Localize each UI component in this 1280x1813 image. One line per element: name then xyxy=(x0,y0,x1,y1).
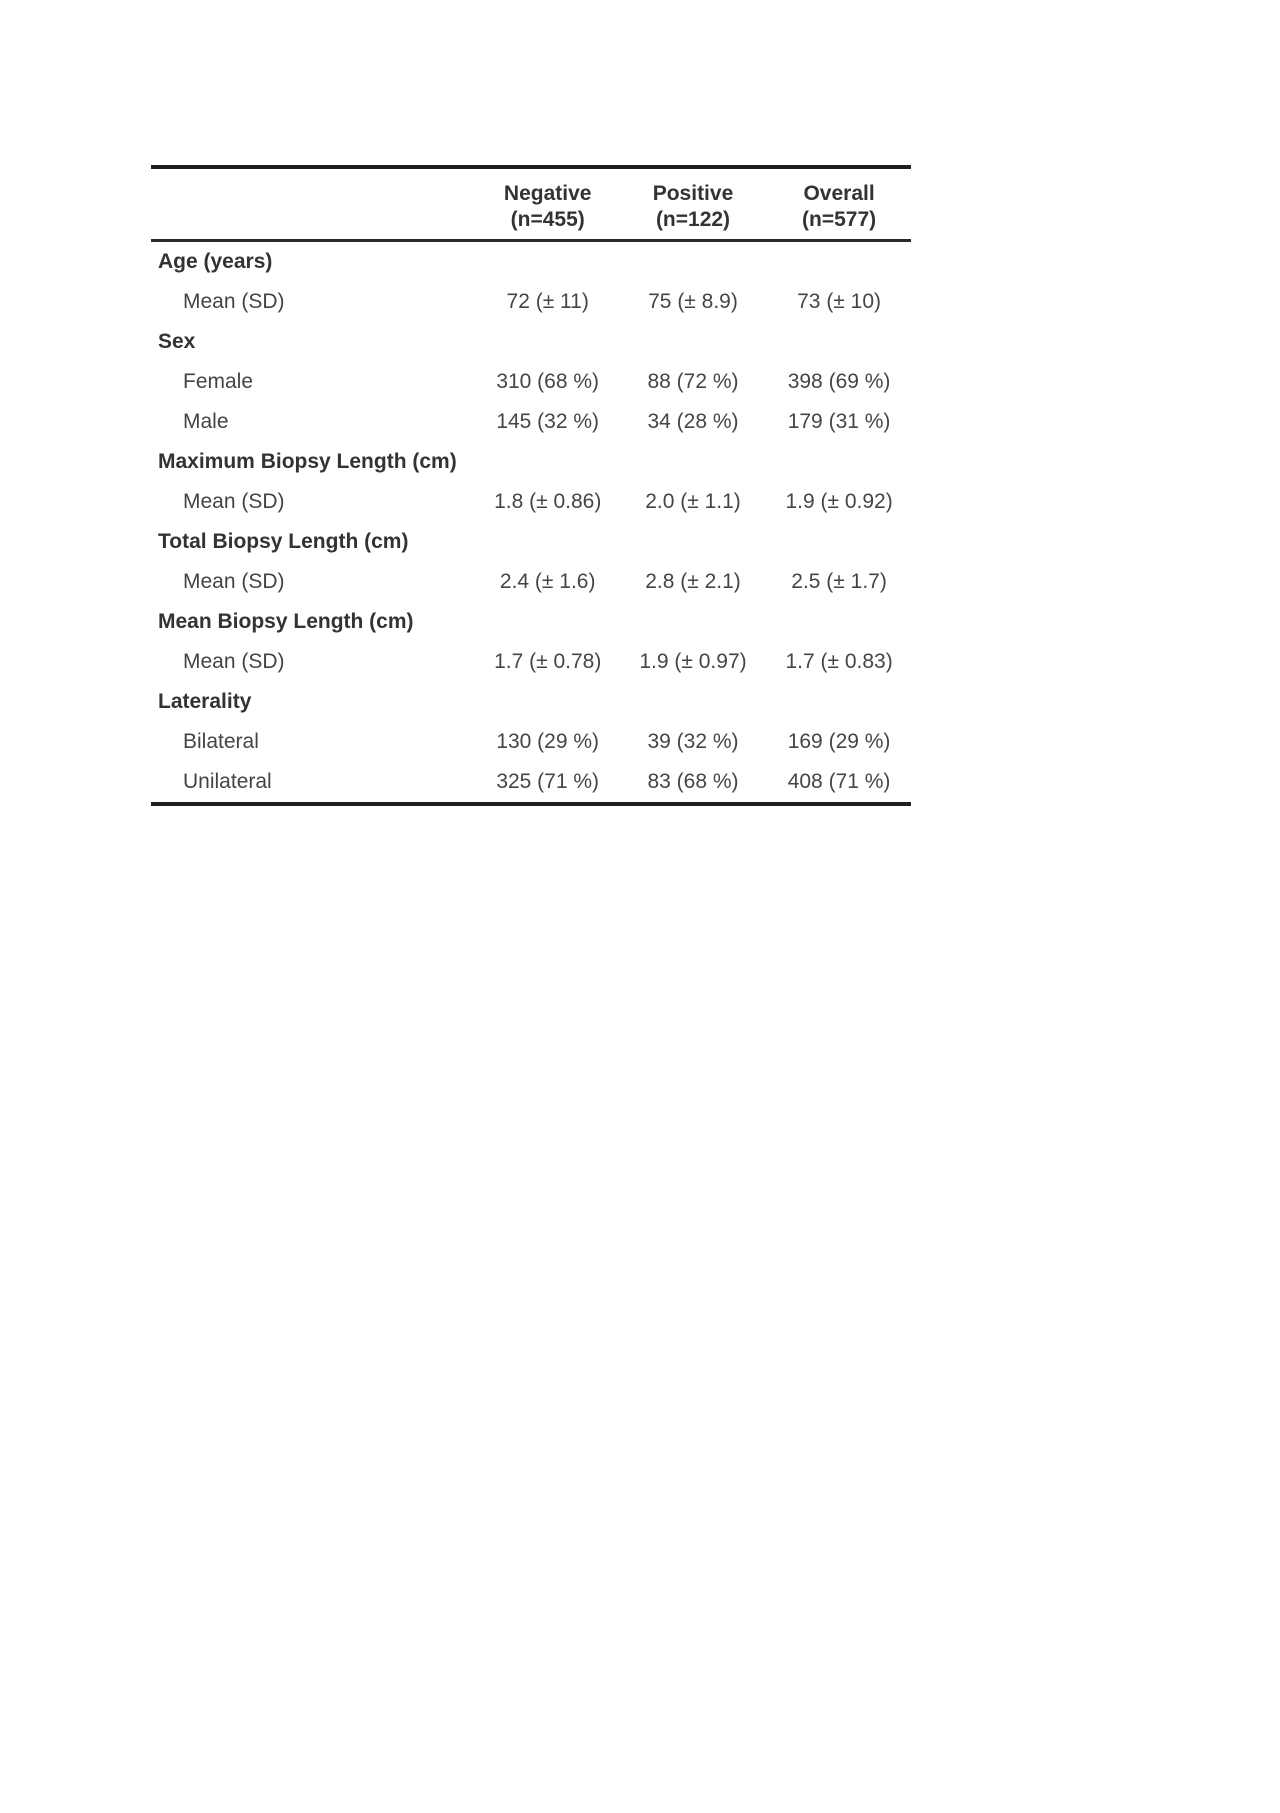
header-overall-n: (n=577) xyxy=(802,208,877,231)
cell-positive: 34 (28 %) xyxy=(620,402,765,442)
table-row xyxy=(151,562,911,602)
row-label: Mean (SD) xyxy=(183,570,285,593)
row-label: Unilateral xyxy=(151,762,475,804)
cell-negative: 1.7 (± 0.78) xyxy=(475,642,620,682)
header-negative xyxy=(475,167,620,241)
section-row-total-biopsy-length xyxy=(151,522,911,562)
table-header xyxy=(151,167,911,241)
row-label: Male xyxy=(183,410,229,433)
section-row-age xyxy=(151,241,911,283)
cell-positive: 2.0 (± 1.1) xyxy=(620,482,765,522)
table-row xyxy=(151,362,911,402)
cell-overall: 1.9 (± 0.92) xyxy=(766,482,911,522)
cell-positive: 2.8 (± 2.1) xyxy=(620,562,765,602)
table-row xyxy=(151,482,911,522)
table-row xyxy=(151,722,911,762)
table-body xyxy=(151,241,911,805)
cell-positive: 88 (72 %) xyxy=(620,362,765,402)
section-row-max-biopsy-length xyxy=(151,442,911,482)
cell-positive: 83 (68 %) xyxy=(620,762,765,804)
header-negative-name: Negative xyxy=(503,182,592,205)
cell-negative: 1.8 (± 0.86) xyxy=(475,482,620,522)
cell-overall: 398 (69 %) xyxy=(766,362,911,402)
cell-overall: 179 (31 %) xyxy=(766,402,911,442)
cell-negative: 310 (68 %) xyxy=(475,362,620,402)
header-row xyxy=(151,167,911,241)
row-label: Mean (SD) xyxy=(183,650,285,673)
section-row-mean-biopsy-length xyxy=(151,602,911,642)
section-title: Age (years) xyxy=(158,250,273,273)
table-row xyxy=(151,642,911,682)
cell-negative: 325 (71 %) xyxy=(475,762,620,804)
section-row-sex xyxy=(151,322,911,362)
section-title: Sex xyxy=(158,330,196,353)
cell-positive: 75 (± 8.9) xyxy=(620,282,765,322)
cell-overall: 408 (71 %) xyxy=(766,762,911,804)
row-label: Bilateral xyxy=(183,730,259,753)
section-row-laterality xyxy=(151,682,911,722)
cell-positive: 1.9 (± 0.97) xyxy=(620,642,765,682)
section-title: Maximum Biopsy Length (cm) xyxy=(158,450,457,473)
header-positive xyxy=(620,167,765,241)
row-label: Mean (SD) xyxy=(183,290,285,313)
cell-overall: 73 (± 10) xyxy=(766,282,911,322)
cell-overall: 169 (29 %) xyxy=(766,722,911,762)
cell-negative: 130 (29 %) xyxy=(475,722,620,762)
header-overall-name: Overall xyxy=(803,182,875,205)
section-title: Mean Biopsy Length (cm) xyxy=(158,610,414,633)
table-row xyxy=(151,402,911,442)
cell-negative: 2.4 (± 1.6) xyxy=(475,562,620,602)
section-title: Laterality xyxy=(158,690,252,713)
characteristics-table xyxy=(151,165,911,806)
header-positive-n: (n=122) xyxy=(655,208,731,231)
cell-positive: 39 (32 %) xyxy=(620,722,765,762)
row-label: Female xyxy=(183,370,254,393)
characteristics-table-container xyxy=(151,165,911,806)
header-overall xyxy=(766,167,911,241)
header-blank-cell xyxy=(151,167,475,241)
table-row xyxy=(151,762,911,804)
header-negative-n: (n=455) xyxy=(510,208,585,231)
cell-negative: 72 (± 11) xyxy=(475,282,620,322)
table-row xyxy=(151,282,911,322)
cell-overall: 1.7 (± 0.83) xyxy=(766,642,911,682)
section-title: Total Biopsy Length (cm) xyxy=(158,530,409,553)
row-label: Mean (SD) xyxy=(183,490,285,513)
cell-negative: 145 (32 %) xyxy=(475,402,620,442)
header-positive-name: Positive xyxy=(652,182,734,205)
cell-overall: 2.5 (± 1.7) xyxy=(766,562,911,602)
